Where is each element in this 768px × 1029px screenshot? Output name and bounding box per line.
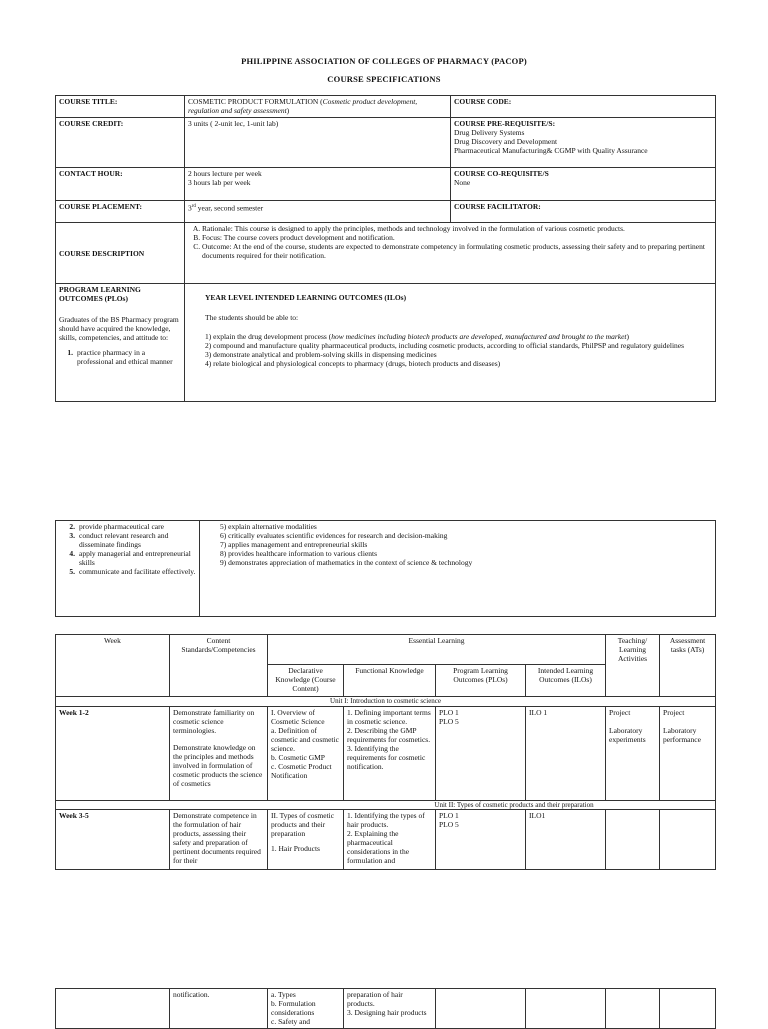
content-cell: Demonstrate competence in the formulation of hair products, assessing their safety and preparation of pertinent documents required for their bbox=[170, 810, 268, 870]
contact-line: 3 hours lab per week bbox=[188, 178, 251, 187]
content-cell: notification. bbox=[170, 989, 268, 1029]
declarative-text: a. Definition of cosmetic and cosmetic science. bbox=[271, 725, 339, 753]
plo-ref: PLO 5 bbox=[439, 716, 459, 726]
plo-ref: PLO 1 bbox=[439, 707, 459, 717]
tla-cell bbox=[606, 706, 660, 800]
course-title-end: ) bbox=[286, 106, 290, 115]
plo-intro: Graduates of the BS Pharmacy program should have acquired the knowledge, skills, competencies, and attitude to: bbox=[59, 315, 179, 342]
declarative-text: c. Safety and bbox=[271, 1017, 310, 1026]
functional-text: preparation of hair products. bbox=[347, 990, 403, 1008]
plo-item-text: apply managerial and entrepreneurial skills bbox=[79, 549, 191, 567]
course-credit-value: 3 units ( 2-unit lec, 1-unit lab) bbox=[185, 118, 451, 168]
content-text: Demonstrate familiarity on cosmetic science terminologies. bbox=[173, 707, 255, 735]
course-title-italic: Cosmetic product development, regulation and safety assessment bbox=[188, 97, 418, 115]
ilo-line bbox=[205, 332, 712, 341]
facilitator-label: COURSE FACILITATOR: bbox=[451, 201, 716, 223]
at-text: Laboratory performance bbox=[663, 725, 701, 744]
col-header-tla: Teaching/ Learning Activities bbox=[606, 635, 660, 697]
declarative-text: II. Types of cosmetic products and their preparation bbox=[271, 811, 335, 838]
week-cell bbox=[56, 989, 170, 1029]
plo-item: 3. conduct relevant research and disseminate findings bbox=[59, 531, 196, 549]
plo-cell bbox=[56, 284, 185, 402]
tla-cell bbox=[606, 989, 660, 1029]
declarative-cell bbox=[268, 706, 344, 800]
coreq-cell bbox=[451, 168, 716, 201]
ilo-1-italic: how medicines including biotech products are developed, manufactured and brought to the market bbox=[331, 332, 627, 341]
plo-ref-cell bbox=[436, 989, 526, 1029]
course-title-value bbox=[185, 96, 451, 118]
plo-ref: PLO 5 bbox=[439, 820, 459, 829]
col-header-at: Assessment tasks (ATs) bbox=[660, 635, 716, 697]
at-cell bbox=[660, 810, 716, 870]
ilo-line: 6) critically evaluates scientific evidences for research and decision-making bbox=[220, 531, 448, 540]
plo-item: 1. practice pharmacy in a professional and ethical manner bbox=[59, 348, 181, 366]
functional-cell bbox=[344, 989, 436, 1029]
placement-rest: year, second semester bbox=[195, 203, 264, 213]
col-header-plo: Program Learning Outcomes (PLOs) bbox=[436, 665, 526, 697]
course-title-label: COURSE TITLE: bbox=[56, 96, 185, 118]
ilo-continuation-cell bbox=[200, 521, 716, 617]
org-title: PHILIPPINE ASSOCIATION OF COLLEGES OF PHARMACY (PACOP) bbox=[241, 56, 527, 66]
plo-continuation-cell bbox=[56, 521, 200, 617]
ilo-line: 8) provides healthcare information to various clients bbox=[220, 549, 378, 558]
ilo-ref-cell bbox=[526, 989, 606, 1029]
functional-text: 2. Describing the GMP requirements for cosmetics. bbox=[347, 725, 431, 744]
coreq-label: COURSE CO-REQUISITE/S bbox=[454, 169, 549, 178]
ilo-line: 4) relate biological and physiological concepts to pharmacy (drugs, biotech products and diseases) bbox=[205, 359, 501, 368]
course-plan-continuation-table bbox=[55, 988, 716, 1029]
prereq-item: Drug Delivery Systems bbox=[454, 128, 525, 137]
functional-cell bbox=[344, 706, 436, 800]
plo-ilo-continuation-table bbox=[55, 520, 716, 617]
plo-label: PROGRAM LEARNING OUTCOMES (PLOs) bbox=[59, 285, 141, 303]
plo-item-text: conduct relevant research and disseminate findings bbox=[79, 531, 169, 549]
contact-hour-label: CONTACT HOUR: bbox=[56, 168, 185, 201]
plo-item: 2. provide pharmaceutical care bbox=[69, 522, 164, 531]
col-header-ilo: Intended Learning Outcomes (ILOs) bbox=[526, 665, 606, 697]
declarative-text: c. Cosmetic Product Notification bbox=[271, 761, 332, 780]
ilo-title: YEAR LEVEL INTENDED LEARNING OUTCOMES (ILOs) bbox=[205, 293, 407, 302]
description-item: B. Focus: The course covers product development and notification. bbox=[202, 233, 712, 242]
description-item: A. Rationale: This course is designed to apply the principles, methods and technology involved in the formulation of various cosmetic products. bbox=[202, 224, 712, 233]
functional-text: 3. Designing hair products bbox=[347, 1008, 427, 1017]
col-header-declarative: Declarative Knowledge (Course Content) bbox=[268, 665, 344, 697]
content-text: Demonstrate knowledge on the principles and methods involved in formulation of cosmetic products the science of cosmetics bbox=[173, 742, 263, 788]
ilo-line: 7) applies management and entrepreneurial skills bbox=[220, 540, 368, 549]
declarative-text: b. Cosmetic GMP bbox=[271, 752, 325, 762]
unit-heading: Unit I: Introduction to cosmetic science bbox=[56, 697, 716, 707]
content-cell bbox=[170, 706, 268, 800]
description-value bbox=[185, 223, 716, 284]
week-cell: Week 1-2 bbox=[56, 706, 170, 800]
plo-ref-cell bbox=[436, 706, 526, 800]
col-header-functional: Functional Knowledge bbox=[344, 665, 436, 697]
course-code-label: COURSE CODE: bbox=[451, 96, 716, 118]
placement-label: COURSE PLACEMENT: bbox=[56, 201, 185, 223]
prereq-label: COURSE PRE-REQUISITE/S: bbox=[454, 119, 556, 128]
plo-ref: PLO 1 bbox=[439, 811, 459, 820]
col-header-content: Content Standards/Competencies bbox=[170, 635, 268, 697]
functional-cell bbox=[344, 810, 436, 870]
unit-heading: Unit II: Types of cosmetic products and their preparation bbox=[56, 800, 716, 810]
description-item: C. Outcome: At the end of the course, students are expected to demonstrate competency in formulating cosmetic products, assessing their safety and to preparing pertinent documents required for their notification. bbox=[202, 242, 712, 260]
ilo-line: 9) demonstrates appreciation of mathematics in the context of science & technology bbox=[220, 558, 473, 567]
coreq-value: None bbox=[454, 178, 471, 187]
declarative-cell bbox=[268, 989, 344, 1029]
col-header-week: Week bbox=[56, 635, 170, 697]
description-label: COURSE DESCRIPTION bbox=[56, 223, 185, 284]
course-plan-table bbox=[55, 634, 716, 870]
functional-text: 1. Identifying the types of hair products. bbox=[347, 811, 425, 829]
plo-item: 5. communicate and facilitate effectively. bbox=[69, 567, 196, 576]
document-title: COURSE SPECIFICATIONS bbox=[327, 74, 441, 84]
ilo-cell bbox=[185, 284, 716, 402]
at-text: Project bbox=[663, 707, 685, 717]
ilo-1-pre: 1) explain the drug development process ( bbox=[205, 332, 332, 341]
functional-text: 2. Explaining the pharmaceutical considerations in the formulation and bbox=[347, 829, 410, 865]
ilo-line: 5) explain alternative modalities bbox=[220, 522, 317, 531]
plo-item-text: provide pharmaceutical care bbox=[79, 522, 164, 531]
tla-text: Laboratory experiments bbox=[609, 725, 646, 744]
placement-year: 3 bbox=[188, 203, 192, 213]
ilo-line: 3) demonstrate analytical and problem-solving skills in dispensing medicines bbox=[205, 350, 437, 359]
ilo-1-post: ) bbox=[626, 332, 630, 341]
plo-item: 4. apply managerial and entrepreneurial skills bbox=[59, 549, 196, 567]
functional-text: 1. Defining important terms in cosmetic science. bbox=[347, 707, 431, 726]
functional-text: 3. Identifying the requirements for cosmetic notification. bbox=[347, 743, 426, 771]
placement-value bbox=[185, 201, 451, 223]
declarative-text: a. Types bbox=[271, 990, 296, 999]
ilo-line: 2) compound and manufacture quality pharmaceutical products, including cosmetic products, according to official standards, PhilPSP and regulatory guidelines bbox=[205, 341, 685, 350]
tla-cell bbox=[606, 810, 660, 870]
course-credit-label: COURSE CREDIT: bbox=[56, 118, 185, 168]
declarative-text: I. Overview of Cosmetic Science bbox=[271, 707, 325, 726]
declarative-cell bbox=[268, 810, 344, 870]
plo-item-text: practice pharmacy in a professional and ethical manner bbox=[77, 348, 173, 366]
prereq-item: Pharmaceutical Manufacturing& CGMP with Quality Assurance bbox=[454, 146, 648, 155]
prereq-item: Drug Discovery and Development bbox=[454, 137, 558, 146]
placement-suffix: rd bbox=[191, 204, 196, 209]
col-header-essential: Essential Learning bbox=[268, 635, 606, 665]
at-cell bbox=[660, 989, 716, 1029]
declarative-text: 1. Hair Products bbox=[271, 844, 320, 853]
declarative-text: b. Formulation considerations bbox=[271, 999, 316, 1017]
at-cell bbox=[660, 706, 716, 800]
contact-hour-value bbox=[185, 168, 451, 201]
week-cell: Week 3-5 bbox=[56, 810, 170, 870]
plo-ref-cell bbox=[436, 810, 526, 870]
contact-line: 2 hours lecture per week bbox=[188, 169, 262, 178]
tla-text: Project bbox=[609, 707, 631, 717]
course-spec-table bbox=[55, 95, 716, 402]
ilo-ref-cell: ILO1 bbox=[526, 810, 606, 870]
ilo-ref-cell: ILO 1 bbox=[526, 706, 606, 800]
prereq-cell bbox=[451, 118, 716, 168]
course-title-main: COSMETIC PRODUCT FORMULATION ( bbox=[188, 97, 323, 106]
plo-item-text: communicate and facilitate effectively. bbox=[79, 567, 196, 576]
description-list bbox=[188, 224, 712, 260]
ilo-intro: The students should be able to: bbox=[205, 313, 299, 322]
